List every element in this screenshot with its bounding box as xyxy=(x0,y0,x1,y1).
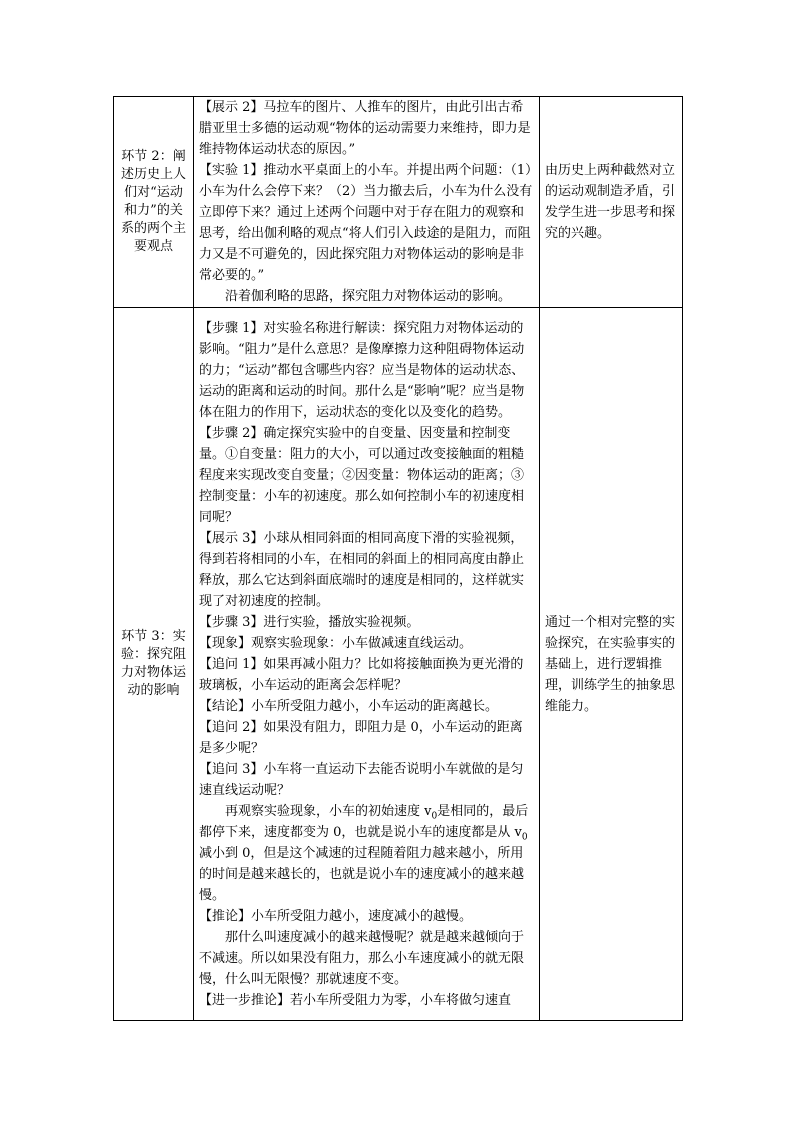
note-text: 通过一个相对完整的实验探究，在实验事实的基础上，进行逻辑推理，训练学生的抽象思维能力。 xyxy=(545,614,676,714)
paragraph: 【实验 1】推动水平桌面上的小车。并提出两个问题：（1）小车为什么会停下来？（2）当力撤去后，小车为什么没有立即停下来？通过上述两个问题中对于存在阻力的观察和思考，给出伽利略的观点“将人们引入歧途的是阻力，而阻力又是不可避免的，因此探究阻力对物体运动的影响是非常必要的。” xyxy=(199,163,533,283)
lesson-plan-table xyxy=(113,96,683,1021)
paragraph: 【现象】观察实验现象：小车做减速直线运动。 xyxy=(199,635,473,651)
content-text xyxy=(194,97,539,307)
paragraph: 再观察实验现象，小车的初始速度 $v_0$是相同的，最后都停下来，速度都变为 0，也就是说小车的速度都是从 $v_0$减小到 0，但是这个减速的过程随着阻力越来越小，所用的时间是越来越长的，也就是说小车的速度减小的越来越慢。 xyxy=(199,803,529,903)
paragraph: 【步骤 2】确定探究实验中的自变量、因变量和控制变量。①自变量：阻力的大小，可以通过改变接触面的粗糙程度来实现改变自变量；②因变量：物体运动的距离；③控制变量：小车的初速度。那么如何控制小车的初速度相同呢？ xyxy=(199,425,525,525)
paragraph: 【展示 2】马拉车的图片、人推车的图片，由此引出古希腊亚里士多德的运动观“物体的运动需要力来维持，即力是维持物体运动状态的原因。” xyxy=(199,100,531,157)
note-text: 由历史上两种截然对立的运动观制造矛盾，引发学生进一步思考和探究的兴趣。 xyxy=(545,163,676,241)
table-row xyxy=(114,308,683,1021)
stage-label: 环节 3：实验：探究阻力对物体运动的影响 xyxy=(120,629,186,698)
paragraph: 【推论】小车所受阻力越小，速度减小的越慢。 xyxy=(199,908,473,924)
note-cell xyxy=(540,308,683,1021)
paragraph: 【追问 2】如果没有阻力，即阻力是 0，小车运动的距离是多少呢？ xyxy=(199,719,523,756)
stage-cell xyxy=(114,97,194,308)
table-row xyxy=(114,97,683,308)
paragraph: 【步骤 3】进行实验，播放实验视频。 xyxy=(199,614,420,630)
paragraph: 沿着伽利略的思路，探究阻力对物体运动的影响。 xyxy=(225,289,512,304)
content-cell xyxy=(194,97,540,308)
content-text xyxy=(194,318,539,1011)
stage-cell xyxy=(114,308,194,1021)
paragraph: 那什么叫速度减小的越来越慢呢？就是越来越倾向于不减速。所以如果没有阻力，那么小车速度减小的就无限慢，什么叫无限慢？那就速度不变。 xyxy=(199,929,525,987)
content-cell xyxy=(194,308,540,1021)
paragraph: 【追问 3】小车将一直运动下去能否说明小车就做的是匀速直线运动呢？ xyxy=(199,761,524,798)
paragraph: 【步骤 1】对实验名称进行解读：探究阻力对物体运动的影响。“阻力”是什么意思？是像摩擦力这种阻碍物体运动的力；“运动”都包含哪些内容？应当是物体的运动状态、运动的距离和运动的时间。那什么是“影响”呢？应当是物体在阻力的作用下，运动状态的变化以及变化的趋势。 xyxy=(199,320,525,420)
paragraph: 【进一步推论】若小车所受阻力为零，小车将做匀速直 xyxy=(199,992,512,1008)
note-cell xyxy=(540,97,683,308)
paragraph: 【结论】小车所受阻力越小，小车运动的距离越长。 xyxy=(199,698,499,714)
paragraph: 【展示 3】小球从相同斜面的相同高度下滑的实验视频，得到若将相同的小车，在相同的斜面上的相同高度由静止释放，那么它达到斜面底端时的速度是相同的，这样就实现了对初速度的控制。 xyxy=(199,530,525,609)
stage-label: 环节 2：阐述历史上人们对“运动和力”的关系的两个主要观点 xyxy=(120,149,186,254)
paragraph: 【追问 1】如果再减小阻力？比如将接触面换为更光滑的玻璃板，小车运动的距离会怎样呢？ xyxy=(199,656,524,693)
